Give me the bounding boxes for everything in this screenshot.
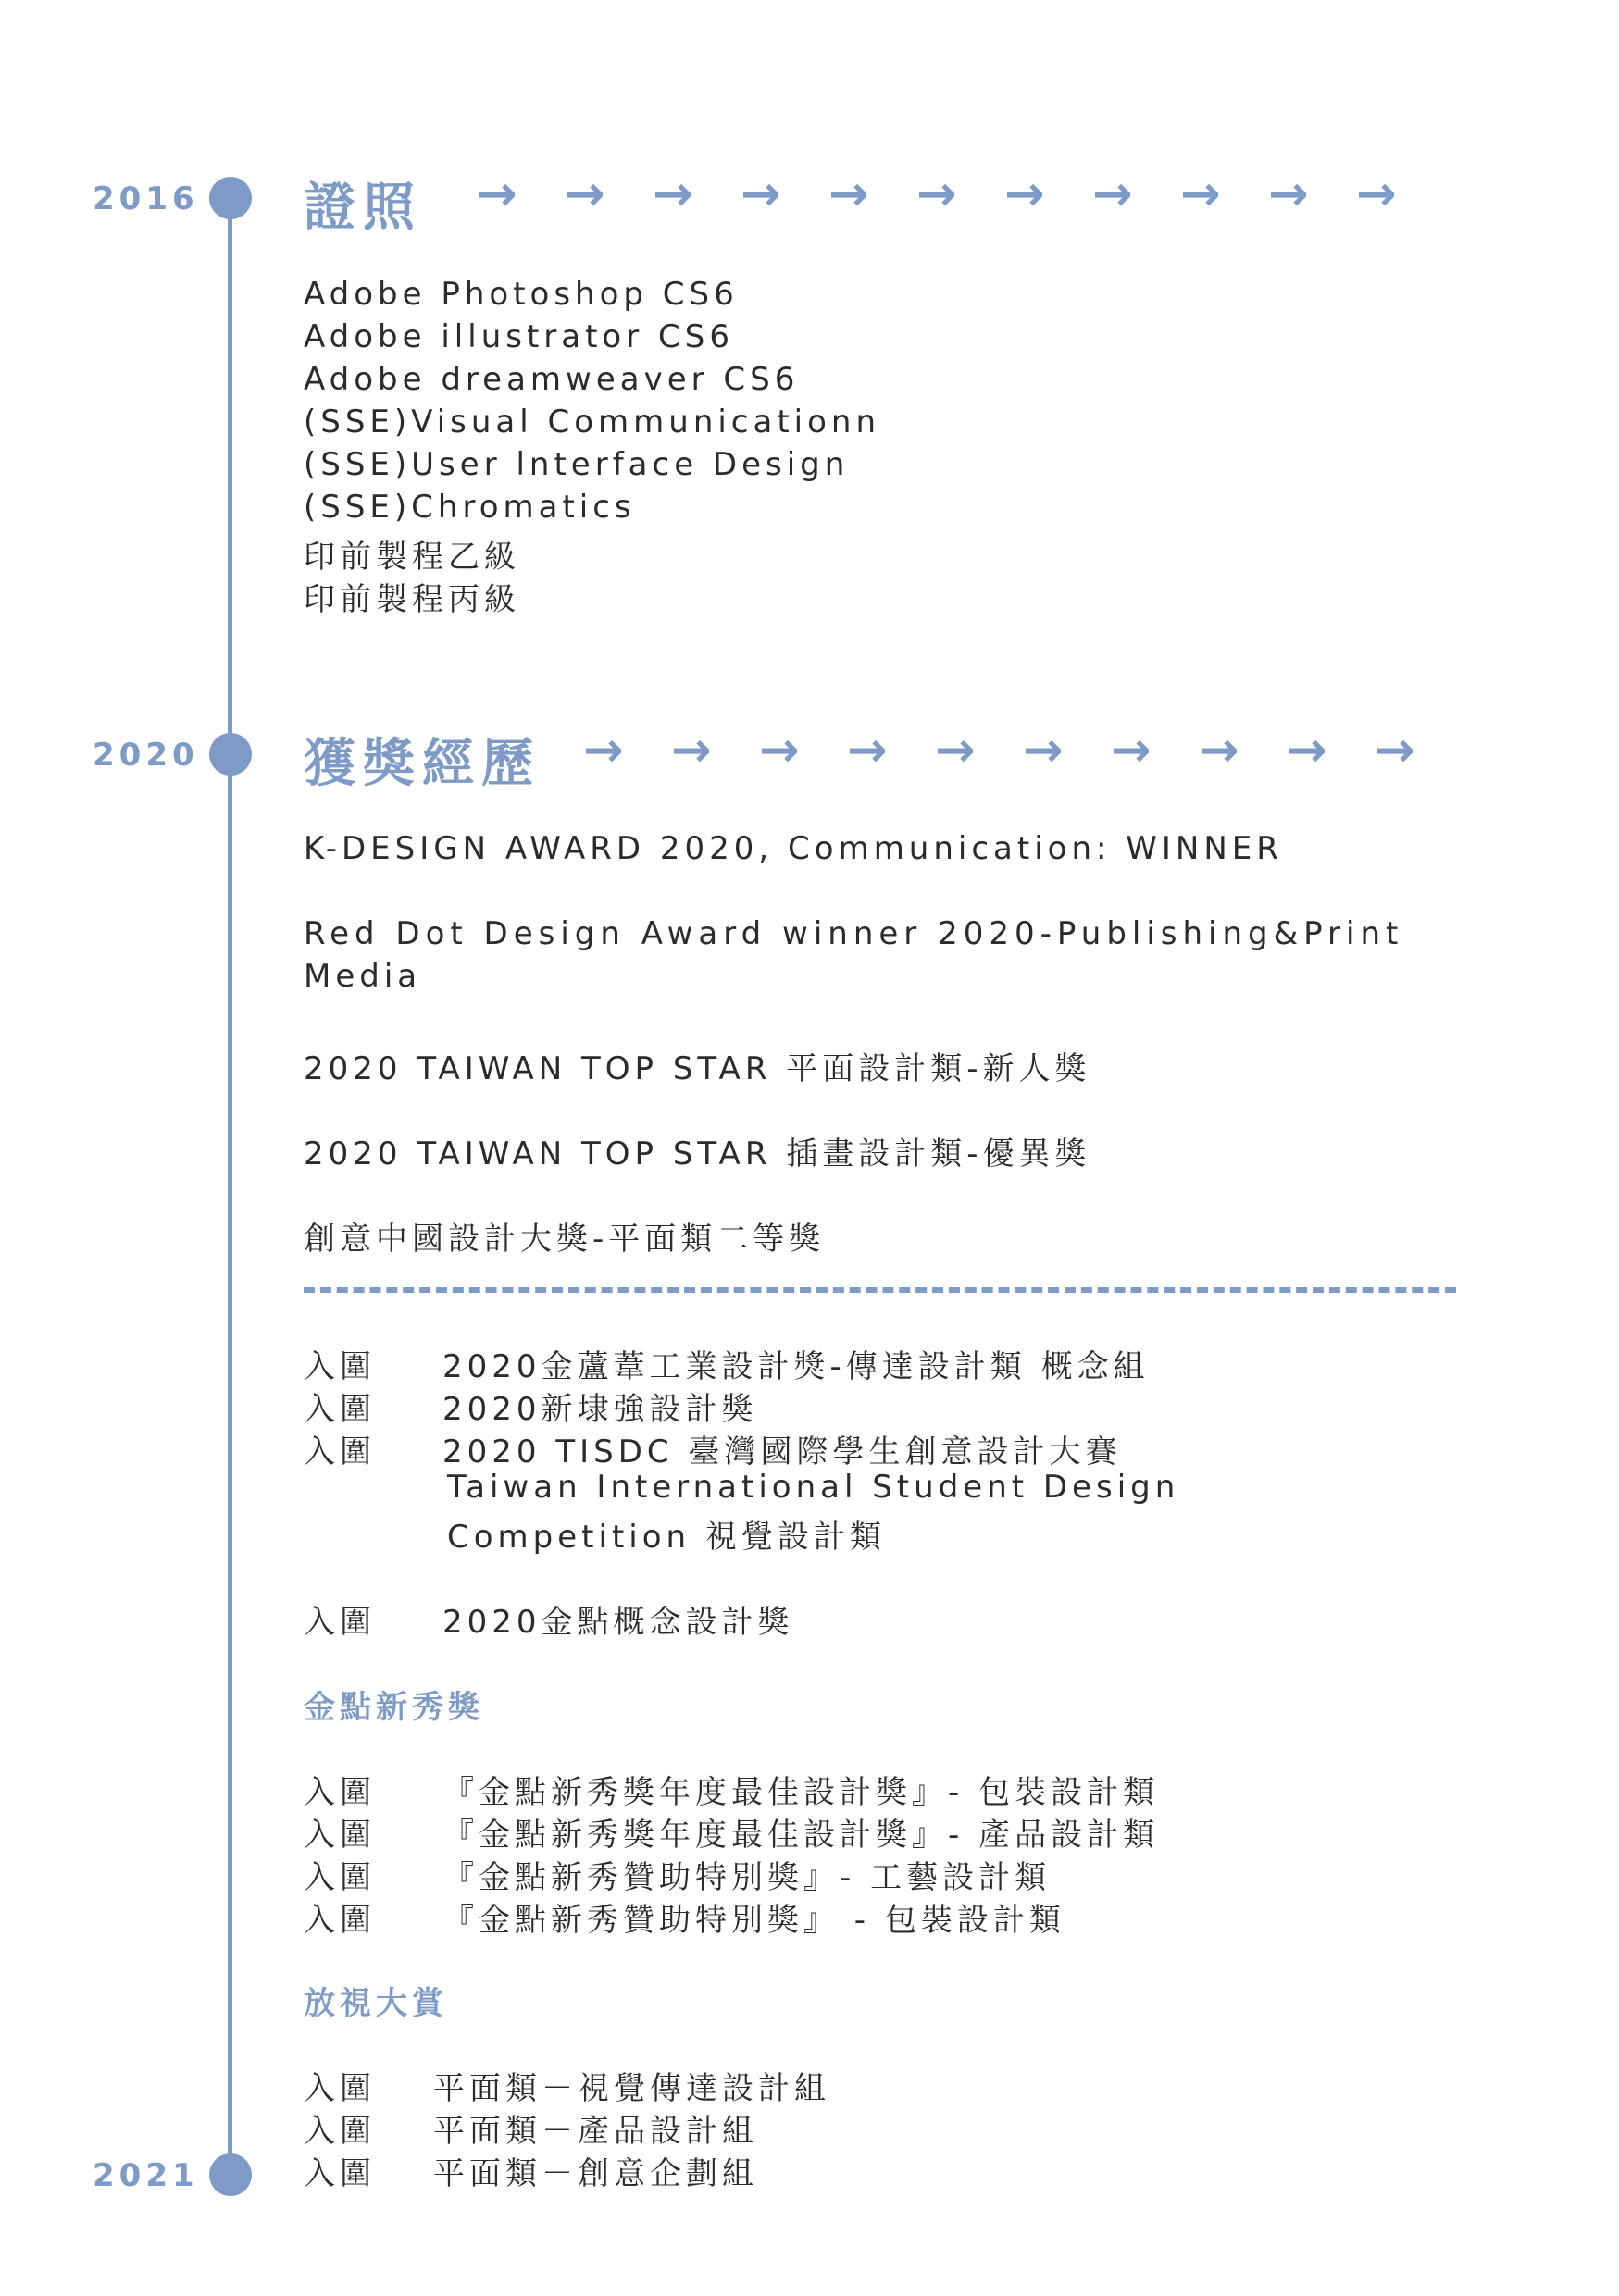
cert-item: (SSE)Chromatics	[304, 489, 636, 526]
arrow-icon: →	[1268, 167, 1309, 222]
certificates-arrows	[477, 167, 1444, 222]
arrow-icon: →	[1199, 723, 1239, 778]
fangshi-row	[304, 2105, 758, 2151]
arrow-icon: →	[847, 723, 888, 778]
golden-pin-row	[304, 1894, 1065, 1940]
timeline-line	[228, 199, 232, 2170]
timeline-dot-2020	[209, 733, 252, 776]
finalist-row	[304, 1426, 1121, 1471]
award-item: 2020 TAIWAN TOP STAR 平面設計類-新人獎	[304, 1050, 1091, 1087]
golden-pin-text: 『金點新秀獎年度最佳設計獎』- 包裝設計類	[442, 1774, 1160, 1811]
fangshi-text: 平面類－視覺傳達設計組	[433, 2070, 830, 2107]
finalist-tag: 入圍	[304, 1902, 376, 1939]
finalist-continuation: Competition 視覺設計類	[447, 1519, 886, 1556]
finalist-tag: 入圍	[304, 1859, 376, 1896]
certificates-heading: 證照	[304, 178, 422, 238]
finalist-tag: 入圍	[304, 2113, 376, 2150]
finalist-row	[304, 1384, 758, 1429]
arrow-icon: →	[583, 723, 624, 778]
golden-pin-text: 『金點新秀贊助特別獎』- 工藝設計類	[442, 1859, 1052, 1896]
finalist-text: 2020 TISDC 臺灣國際學生創意設計大賽	[442, 1433, 1122, 1471]
fangshi-text: 平面類－創意企劃組	[433, 2155, 758, 2192]
year-2020: 2020	[93, 737, 199, 774]
cert-item: Adobe Photoshop CS6	[304, 276, 739, 313]
arrow-icon: →	[1180, 167, 1221, 222]
timeline-dot-2016	[209, 177, 252, 219]
arrow-icon: →	[565, 167, 605, 222]
arrow-icon: →	[671, 723, 712, 778]
cert-item: Adobe dreamweaver CS6	[304, 361, 800, 398]
golden-pin-text: 『金點新秀獎年度最佳設計獎』- 產品設計類	[442, 1817, 1160, 1854]
arrow-icon: →	[741, 167, 781, 222]
finalist-tag: 入圍	[304, 1433, 376, 1471]
finalist-text: 2020金蘆葦工業設計獎-傳達設計類 概念組	[442, 1348, 1150, 1385]
fangshi-row	[304, 2148, 758, 2193]
golden-pin-row	[304, 1767, 1159, 1812]
section-divider	[304, 1287, 1456, 1293]
finalist-tag: 入圍	[304, 1774, 376, 1811]
award-item: K-DESIGN AWARD 2020, Communication: WINNER	[304, 830, 1283, 867]
award-item: Media	[304, 958, 422, 995]
cert-item: (SSE)Visual Communicationn	[304, 403, 881, 441]
finalist-tag: 入圍	[304, 1604, 376, 1641]
arrow-icon: →	[935, 723, 976, 778]
golden-pin-row	[304, 1809, 1159, 1855]
finalist-row	[304, 1341, 1150, 1386]
award-item: Red Dot Design Award winner 2020-Publishing&Print	[304, 915, 1404, 952]
cert-item: Adobe illustrator CS6	[304, 318, 734, 355]
cert-item: (SSE)User lnterface Design	[304, 446, 850, 483]
arrow-icon: →	[1287, 723, 1327, 778]
fangshi-text: 平面類－產品設計組	[433, 2113, 758, 2150]
cert-item: 印前製程乙級	[304, 539, 520, 576]
finalist-row	[304, 1596, 794, 1642]
arrow-icon: →	[759, 723, 800, 778]
year-2021: 2021	[93, 2157, 199, 2194]
finalist-tag: 入圍	[304, 2070, 376, 2107]
arrow-icon: →	[1023, 723, 1064, 778]
golden-pin-text: 『金點新秀贊助特別獎』 - 包裝設計類	[442, 1902, 1065, 1939]
arrow-icon: →	[828, 167, 869, 222]
arrow-icon: →	[1356, 167, 1397, 222]
arrow-icon: →	[916, 167, 957, 222]
fangshi-heading: 放視大賞	[304, 1985, 448, 2022]
finalist-text: 2020新埭強設計獎	[442, 1391, 758, 1428]
finalist-tag: 入圍	[304, 2155, 376, 2192]
finalist-text: 2020金點概念設計獎	[442, 1604, 794, 1641]
arrow-icon: →	[1375, 723, 1415, 778]
finalist-tag: 入圍	[304, 1348, 376, 1385]
year-2016: 2016	[93, 180, 199, 217]
award-item: 創意中國設計大獎-平面類二等獎	[304, 1221, 826, 1258]
award-item: 2020 TAIWAN TOP STAR 插畫設計類-優異獎	[304, 1136, 1091, 1173]
finalist-tag: 入圍	[304, 1817, 376, 1854]
golden-pin-heading: 金點新秀獎	[304, 1689, 484, 1726]
cert-item: 印前製程丙級	[304, 581, 520, 618]
awards-arrows	[583, 723, 1463, 778]
arrow-icon: →	[1004, 167, 1045, 222]
finalist-continuation: Taiwan International Student Design	[447, 1469, 1180, 1506]
arrow-icon: →	[1111, 723, 1152, 778]
arrow-icon: →	[1092, 167, 1133, 222]
awards-heading: 獲獎經歷	[304, 734, 541, 794]
arrow-icon: →	[653, 167, 693, 222]
arrow-icon: →	[477, 167, 517, 222]
golden-pin-row	[304, 1852, 1051, 1897]
fangshi-row	[304, 2063, 830, 2108]
finalist-tag: 入圍	[304, 1391, 376, 1428]
timeline-dot-2021	[209, 2153, 252, 2196]
